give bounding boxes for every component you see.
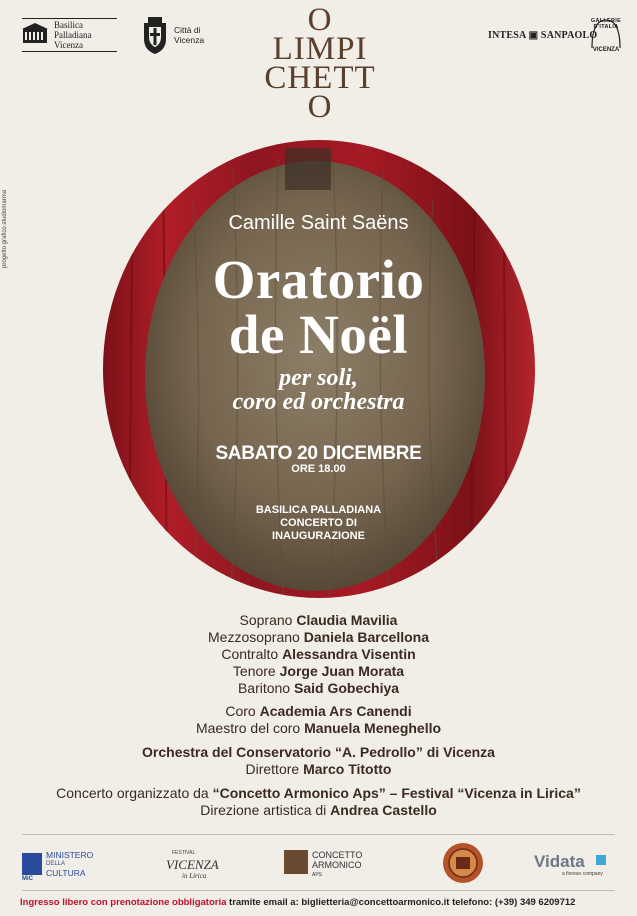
organizer-row: Concerto organizzato da “Concetto Armonico Aps” – Festival “Vicenza in Lirica” [56,785,581,801]
choir-master-row: Maestro del coro Manuela Meneghello [195,720,442,736]
vidata-squares-icon [596,855,606,865]
festival-vicenza-lirica-logo [158,845,218,885]
main-title-line: Oratorio [212,249,425,310]
gallerie-arc-text: GALLERIE D'ITALIA [590,18,622,30]
basilica-logo-text: Basilica Palladiana Vicenza [54,20,92,50]
soloist-row: Contralto Alessandra Visentin [221,646,416,662]
divider [22,834,615,835]
logo-line: LIMPI [272,31,368,67]
festival-line: VICENZA [166,857,219,872]
olimpichetto-logo [240,2,400,125]
event-venue [140,504,497,543]
divider [22,890,615,891]
ministero-line: DELLA [46,861,66,867]
gallerie-italia-logo [588,14,624,56]
logo-line: O [307,89,333,125]
divider [22,18,117,19]
city-coat-of-arms-icon [140,17,170,55]
soloist-row: Baritono Said Gobechiya [237,680,400,696]
organizer-block [40,785,597,819]
design-credit: progetto grafico studiomarma [2,189,8,268]
logo-line: O [307,2,333,38]
mic-badge: MiC [22,876,33,882]
email-label: tramite email a: [229,897,299,908]
concetto-line: CONCETTO [312,850,363,860]
soloist-row: Soprano Claudia Mavilia [239,612,398,628]
phone-label: telefono: [452,897,493,908]
ministero-line: CULTURA [46,868,86,878]
divider [22,51,117,52]
composer-name: Camille Saint Saëns [228,212,409,234]
festival-line: FESTIVAL [172,850,196,856]
conductor-row: Direttore Marco Titotto [245,761,392,777]
subtitle-line: per soli, [279,365,358,391]
soloist-row: Tenore Jorge Juan Morata [232,663,405,679]
concetto-line: ARMONICO [312,860,362,870]
round-seal-icon [442,842,484,884]
venue-line: INAUGURAZIONE [272,530,365,542]
concetto-emblem-icon [284,850,308,874]
booking-email-link[interactable]: biglietteria@concettoarmonico.it [301,897,450,908]
event-date: SABATO 20 DICEMBRE [215,443,422,464]
concetto-armonico-logo [284,845,374,885]
vidata-tag: a fiorese company [562,871,603,877]
soloists-list [40,612,597,697]
free-entry-text: Ingresso libero con prenotazione obbligatoria [20,897,227,908]
choir-row: Coro Academia Ars Canendi [225,703,412,719]
venue-line: CONCERTO DI [280,517,357,529]
citta-di-vicenza-logo [140,17,220,55]
concetto-line: APS [312,872,323,878]
subtitle-line: coro ed orchestra [232,389,405,415]
orchestra-block [40,744,597,778]
main-title [140,249,497,365]
choir-block [40,703,597,737]
orchestra-name: Orchestra del Conservatorio “A. Pedrollo” di Vicenza [142,744,495,760]
main-title-line: de Noël [228,304,409,365]
gallerie-city: VICENZA [592,47,620,53]
vidata-logo [534,845,614,885]
festival-line: in Lirica [182,872,207,880]
booking-phone-link[interactable]: (+39) 349 6209712 [494,897,576,908]
artistic-direction-row: Direzione artistica di Andrea Castello [200,802,437,818]
citta-logo-text: Città di Vicenza [174,25,205,45]
event-time: ORE 18.00 [291,463,346,475]
ministero-line: MINISTERO [46,850,94,860]
vidata-name: Vidata [534,852,585,871]
mic-flag-icon [22,853,42,875]
intesa-sanpaolo-logo: INTESA ▣ SANPAOLO [488,30,598,41]
basilica-building-icon [22,21,48,47]
venue-line: BASILICA PALLADIANA [255,504,382,516]
basilica-palladiana-logo [22,18,117,52]
ministero-cultura-logo [22,845,102,885]
logo-line: CHETT [264,60,376,96]
subtitle [140,366,497,414]
soloist-row: Mezzosoprano Daniela Barcellona [208,629,429,645]
booking-info [20,897,575,908]
